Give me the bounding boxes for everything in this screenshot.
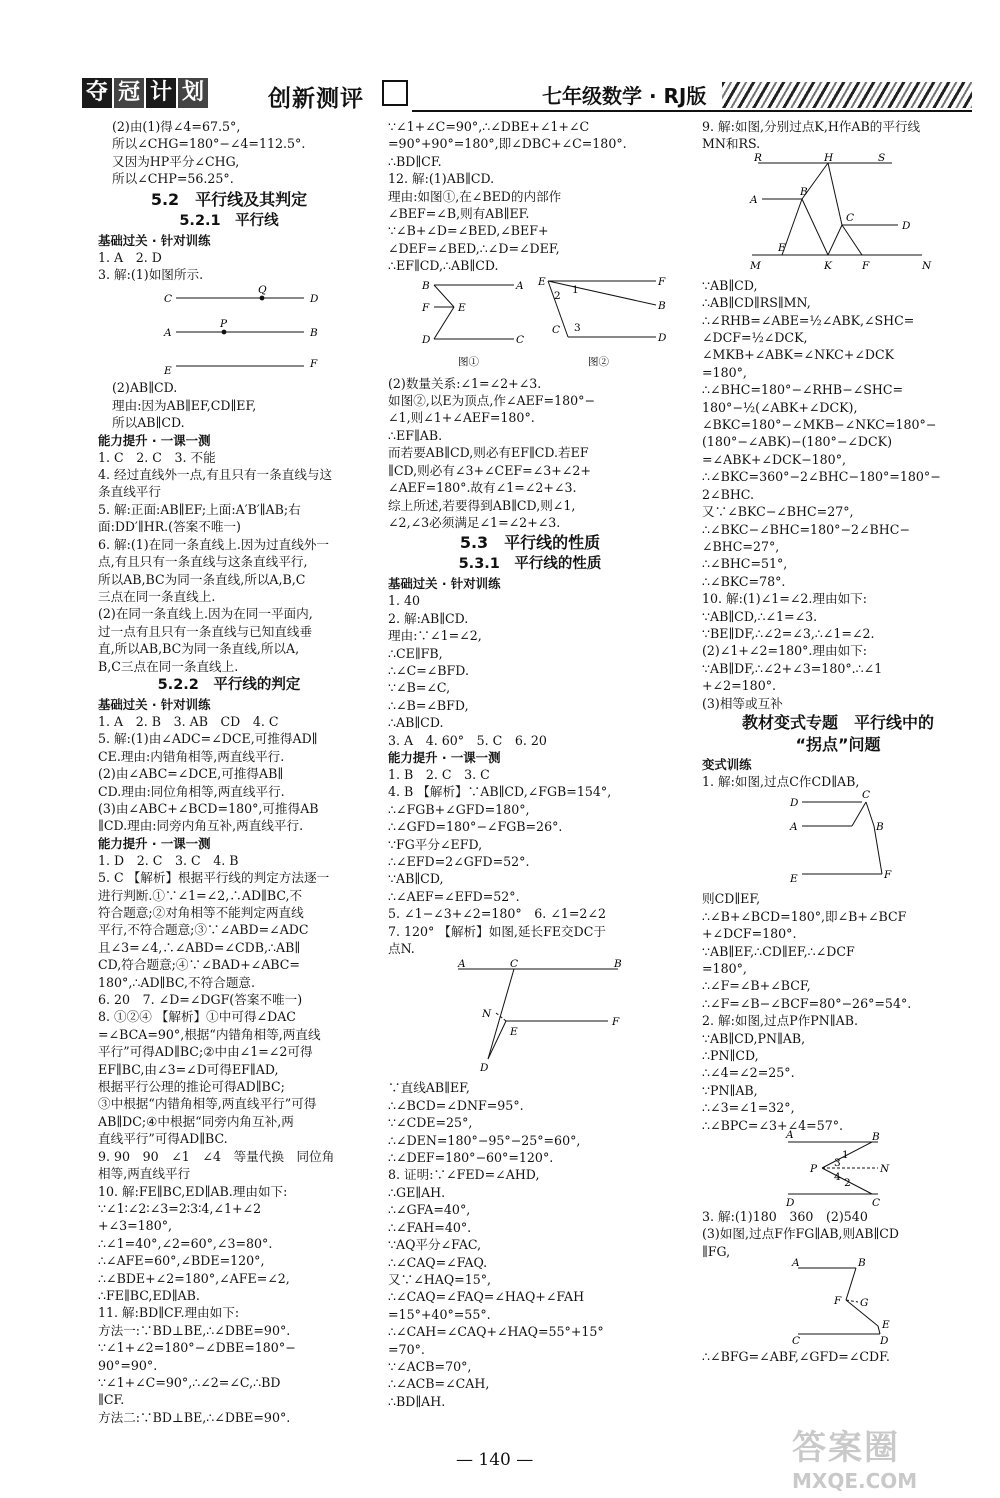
svg-text:2: 2 [844,1177,851,1190]
text-line: ∴∠FAH=40°. [388,1219,472,1235]
text-line: 1. A 2. D [98,249,162,265]
text-line: 理由:因为AB∥EF,CD∥EF, [112,397,257,413]
svg-text:E: E [510,1026,518,1039]
text-line: ∴∠C=∠BFD. [388,662,469,678]
text-block [702,890,974,1134]
text-line: ∴∠BFG=∠ABF,∠GFD=∠CDF. [702,1349,890,1365]
text-line: +∠3=180°, [98,1218,173,1234]
svg-text:B: B [658,299,666,312]
text-line: ∴∠BCD=∠DNF=95°. [388,1097,524,1113]
text-line: ∠2,∠3必须满足∠1=∠2+∠3. [388,514,561,530]
watermark [792,1420,982,1492]
text-line: 3. A 4. 60° 5. C 6. 20 [388,732,547,748]
svg-text:3: 3 [834,1157,841,1170]
text-line: ∴∠B+∠BCD=180°,即∠B+∠BCF [702,908,907,924]
text-block [388,766,672,957]
page-number: — 140 — [456,1450,534,1470]
text-line: 10. 解:FE∥BC,ED∥AB.理由如下: [98,1183,288,1199]
watermark-text: 答案圈 [792,1428,900,1468]
subsection-heading: 5.2.1 平行线 [179,212,279,229]
svg-text:B: B [614,958,622,971]
svg-text:C: C [510,958,519,971]
text-line: ∴∠GFA=40°, [388,1202,471,1218]
text-line: ∴∠DEF=180°−60°=120°. [388,1150,554,1166]
text-line: ∴FE∥BC,ED∥AB. [98,1287,200,1303]
text-line: ∴∠GFD=180°−∠FGB=26°. [388,819,563,835]
text-line: ∠DCF=½∠DCK, [702,330,808,346]
text-block [98,713,360,835]
text-block [702,277,974,712]
text-line: 3. 解:(1)如图所示. [98,267,204,283]
fig-caption: 图① [458,355,479,368]
text-line: ∠MKB+∠ABK=∠NKC+∠DCK [702,347,895,363]
text-line: +∠DCF=180°. [702,926,797,942]
text-line: 直,所以AB,BC为同一条直线,所以A, [98,641,300,657]
text-line: CE.理由:内错角相等,两直线平行. [98,748,285,764]
text-line: (2)由(1)得∠4=67.5°, [112,119,241,134]
svg-text:F: F [884,869,892,882]
svg-text:1: 1 [572,283,579,296]
text-line: ∴∠BDE+∠2=180°,∠AFE=∠2, [98,1270,290,1286]
svg-text:B: B [858,1257,866,1270]
text-line: =90°+90°=180°,即∠DBC+∠C=180°. [388,136,627,152]
text-line: ∴∠F=∠B+∠BCF, [702,978,811,994]
exercise-heading: 基础过关 · 针对训练 [388,576,501,592]
svg-text:E: E [790,873,798,886]
text-line: 12. 解:(1)AB∥CD. [388,171,495,187]
logo-char-4: 划 [178,78,208,108]
text-line: (2)由∠ABC=∠DCE,可推得AB∥ [98,766,284,782]
exercise-heading: 基础过关 · 针对训练 [98,696,211,712]
text-line: ∠1,则∠1+∠AEF=180°. [388,410,535,426]
svg-text:D: D [790,797,799,810]
section-heading: 5.3 平行线的性质 [459,533,601,553]
figure-12 [388,277,672,373]
text-line: ∵AB∥CD,PN∥AB, [702,1030,806,1046]
svg-text:E: E [778,241,786,254]
logo-char-1: 夺 [82,78,112,108]
text-line: 5. 解:正面:AB∥EF;上面:A′B′∥AB;右 [98,501,301,517]
watermark-url: MXQE.COM [792,1469,918,1493]
svg-text:D: D [902,219,911,232]
svg-text:C: C [846,211,855,224]
text-line: ∴∠B=∠BFD, [388,697,469,713]
text-line: ∥CD,则必有∠3+∠CEF=∠3+∠2+ [388,462,591,478]
fig-label: D [310,293,319,306]
svg-text:A: A [458,958,466,971]
text-line: 进行判断.①∵∠1=∠2,∴AD∥BC,不 [98,887,303,903]
text-block [98,449,360,675]
text-line: 5. ∠1−∠3+∠2=180° 6. ∠1=2∠2 [388,906,607,922]
text-line: ∥CF. [98,1392,125,1408]
text-line: 1. D 2. C 3. C 4. B [98,852,239,868]
text-line: 所以AB,BC为同一条直线,所以A,B,C [98,571,306,587]
text-line: 综上所述,若要得到AB∥CD,则∠1, [388,497,576,513]
text-line: ∴∠CAQ=∠FAQ. [388,1254,488,1270]
svg-text:P: P [810,1163,818,1176]
text-line: ∥FG, [702,1243,731,1259]
svg-text:1: 1 [842,1149,849,1162]
fig-label: C [164,293,173,306]
text-line: ③中根据“内错角相等,两直线平行”可得 [98,1096,317,1112]
text-line: ∵∠B+∠D=∠BED,∠BEF+ [388,223,549,239]
svg-text:2: 2 [554,289,561,302]
text-line: AB∥DC;④中根据“同旁内角互补,两 [98,1113,294,1129]
text-line: ∴∠BHC=180°−∠RHB−∠SHC= [702,382,904,398]
text-line: ∴∠RHB=∠ABE=½∠ABK,∠SHC= [702,312,915,328]
text-line: ∴∠DEN=180°−95°−25°=60°, [388,1132,581,1148]
text-line: 2∠BHC. [702,486,754,502]
header [82,72,972,114]
text-line: 点,有且只有一条直线与这条直线平行, [98,554,308,570]
figure-v1 [702,789,974,888]
text-line: ∵BE∥DF,∴∠2=∠3,∴∠1=∠2. [702,625,875,641]
text-block [98,379,360,431]
text-line: ∴BD∥CF. [388,153,442,169]
column-2 [388,118,672,1410]
text-line: ∵∠ACB=70°, [388,1358,472,1374]
figure-7 [388,959,672,1077]
exercise-heading: 能力提升 · 一课一测 [388,749,501,765]
svg-text:4: 4 [834,1171,841,1184]
text-line: ∵直线AB∥EF, [388,1080,470,1096]
text-line: (180°−∠ABK)−(180°−∠DCK) [702,434,892,450]
text-line: ∵AB∥EF,∴CD∥EF,∴∠DCF [702,943,855,959]
figure-parallel-lines [98,285,360,377]
text-block [388,375,672,532]
svg-text:F: F [862,259,870,272]
svg-text:D: D [480,1062,489,1075]
text-line: =∠ABK+∠DCK−180°, [702,451,846,467]
text-line: 11. 解:BD∥CF.理由如下: [98,1305,240,1321]
text-line: CD,符合题意;④∵∠BAD+∠ABC= [98,957,300,973]
header-title: 七年级数学 · RJ版 [542,84,707,108]
svg-text:C: C [792,1335,801,1348]
text-line: 5. 解:(1)由∠ADC=∠DCE,可推得AD∥ [98,731,318,747]
exercise-heading: 变式训练 [702,756,752,772]
text-line: ∴∠4=∠2=25°. [702,1065,795,1081]
svg-text:B: B [800,185,808,198]
text-line: ∴CE∥FB, [388,645,443,661]
text-line: 所以∠CHP=56.25°. [112,171,234,187]
text-line: ∠AEF=180°.故有∠1=∠2+∠3. [388,480,577,496]
text-line: (2)AB∥CD. [112,380,178,396]
svg-text:C: C [872,1197,881,1210]
svg-text:S: S [878,151,886,164]
text-line: ∴∠CAQ=∠FAQ=∠HAQ+∠FAH [388,1289,585,1305]
text-line: ∵AB∥CD, [702,277,758,293]
svg-text:D: D [422,333,431,346]
svg-text:E: E [458,301,466,314]
svg-text:B: B [876,821,884,834]
text-line: EF∥BC,由∠3=∠D可得EF∥AD, [98,1061,279,1077]
text-line: 相等,两直线平行 [98,1166,191,1182]
text-line: ∴∠AFE=60°,∠BDE=120°, [98,1253,265,1269]
logo-mark-icon [382,80,408,106]
column-3 [702,118,974,1366]
figure-9 [702,151,974,275]
text-line: 且∠3=∠4,∴∠ABD=∠CDB,∴AB∥ [98,939,301,955]
text-block [98,852,360,1426]
text-line: 4. 经过直线外一点,有且只有一条直线与这 [98,467,333,483]
text-block [702,773,974,790]
text-line: ∠DEF=∠BED,∴∠D=∠DEF, [388,240,560,256]
text-block [388,1079,672,1410]
text-line: (2)在同一条直线上.因为在同一平面内, [98,606,313,622]
logo-char-2: 冠 [114,78,144,108]
svg-text:F: F [612,1016,620,1029]
text-line: ∵AB∥CD, [388,871,444,887]
column-1 [98,118,360,1426]
text-line: ∴∠BPC=∠3+∠4=57°. [702,1117,844,1133]
text-line: ∴BD∥AH. [388,1393,446,1409]
text-line: ∴∠FGB+∠GFD=180°, [388,801,530,817]
text-line: ∵∠1+∠C=90°,∴∠DBE+∠1+∠C [388,119,590,134]
text-line: 平行”可得AD∥BC;②中由∠1=∠2可得 [98,1044,313,1060]
text-block [702,1208,974,1260]
text-line: 8. ①②④ 【解析】①中可得∠DAC [98,1009,296,1025]
text-line: ∴GE∥AH. [388,1184,446,1200]
text-line: 9. 解:如图,分别过点K,H作AB的平行线 [702,119,921,134]
text-line: ∴∠BKC=360°−2∠BHC−180°=180°− [702,469,941,485]
text-line: =∠BCA=90°,根据“内错角相等,两直线 [98,1026,321,1042]
text-block [702,118,974,153]
text-line: 5. C 【解析】根据平行线的判定方法逐一 [98,870,330,886]
svg-text:C: C [862,789,871,802]
special-topic-title-2: “拐点”问题 [795,734,881,754]
text-line: ∴EF∥CD,∴AB∥CD. [388,258,499,274]
svg-text:K: K [824,259,832,272]
svg-text:R: R [754,151,762,164]
text-line: ∵FG平分∠EFD, [388,836,483,852]
text-line: 6. 解:(1)在同一条直线上.因为过直线外一 [98,536,330,552]
text-line: 2. 解:如图,过点P作PN∥AB. [702,1013,858,1029]
text-line: CD.理由:同位角相等,两直线平行. [98,783,285,799]
text-line: MN和RS. [702,136,761,152]
svg-text:C: C [516,333,525,346]
text-line: 方法二:∵BD⊥BE,∴∠DBE=90°. [98,1409,291,1425]
text-line: =15°+40°=55°. [388,1306,491,1322]
text-line: 1. B 2. C 3. C [388,766,490,782]
text-line: 1. 40 [388,593,421,609]
text-block [98,118,360,188]
text-line: 点N. [388,941,415,957]
text-line: 所以AB∥CD. [112,415,185,431]
text-line: 如图②,以E为顶点,作∠AEF=180°− [388,393,595,409]
text-line: 符合题意;②对角相等不能判定两直线 [98,905,304,920]
svg-text:B: B [422,279,430,292]
text-line: ∴∠BKC−∠BHC=180°−2∠BHC− [702,521,910,537]
svg-text:D: D [786,1197,795,1210]
text-line: 过一点有且只有一条直线与已知直线垂 [98,623,313,639]
text-line: 又因为HP平分∠CHG, [112,153,240,169]
text-line: =180°, [702,364,747,380]
text-line: ∵PN∥AB, [702,1082,758,1098]
text-line: ∴∠EFD=2∠GFD=52°. [388,854,530,869]
text-line: 条直线平行 [98,484,161,500]
text-line: ∠BKC=180°−∠MKB−∠NKC=180°− [702,417,937,433]
text-block [388,118,672,275]
text-line: (2)数量关系:∠1=∠2+∠3. [388,375,542,391]
text-line: ∵∠1+∠C=90°,∴∠2=∠C,∴BD [98,1374,281,1390]
fig-label: E [164,365,172,378]
fig-label: P [220,318,228,331]
text-line: ∴AB∥CD∥RS∥MN, [702,295,811,311]
text-line: ∴∠CAH=∠CAQ+∠HAQ=55°+15° [388,1324,604,1340]
text-line: +∠2=180°. [702,678,777,694]
figure-v2 [702,1129,974,1210]
svg-text:E: E [882,1319,890,1332]
text-line: ∴AB∥CD. [388,715,444,731]
text-line: 180°−½(∠ABK+∠DCK), [702,399,858,415]
svg-text:D: D [658,331,667,344]
svg-text:C: C [552,323,561,336]
svg-text:F: F [658,275,666,288]
text-line: ∠BHC=27°, [702,538,780,554]
svg-text:N: N [922,259,932,272]
text-line: 1. 解:如图,过点C作CD∥AB, [702,773,860,789]
exercise-heading: 能力提升 · 一课一测 [98,432,211,448]
subsection-heading: 5.2.2 平行线的判定 [157,676,301,693]
logo-char-3: 计 [146,78,176,108]
text-line: 7. 120° 【解析】如图,延长FE交DC于 [388,923,606,939]
text-line: ∵AB∥CD,∴∠1=∠3. [702,608,818,624]
fig-label: Q [258,284,267,297]
text-line: 三点在同一条直线上. [98,588,216,604]
svg-text:E: E [538,275,546,288]
text-line: ∠BEF=∠B,则有AB∥EF. [388,206,530,222]
text-line: (2)∠1+∠2=180°.理由如下: [702,643,868,659]
svg-text:H: H [824,151,834,164]
svg-text:B: B [872,1131,880,1144]
header-rule [412,110,972,112]
text-line: 10. 解:(1)∠1=∠2.理由如下: [702,591,868,607]
text-line: =70°. [388,1341,425,1357]
text-line: ∴∠BKC=78°. [702,573,786,589]
text-line: (3)由∠ABC+∠BCD=180°,可推得AB [98,800,319,816]
text-line: =180°, [702,961,747,976]
text-line: 8. 证明:∵∠FED=∠AHD, [388,1167,540,1183]
fig-caption: 图② [588,355,609,368]
text-block [98,249,360,284]
svg-text:F: F [834,1295,842,1308]
text-line: 面:DD′∥HR.(答案不唯一) [98,519,241,535]
text-line: ∴∠BHC=51°, [702,556,788,572]
svg-text:3: 3 [574,321,581,334]
fig-label: F [310,358,318,371]
svg-text:N: N [482,1008,492,1021]
text-line: ∵∠CDE=25°, [388,1115,473,1131]
text-line: ∴EF∥AB. [388,427,443,443]
text-line: 又∵∠HAQ=15°, [388,1271,492,1287]
svg-text:F: F [422,301,430,314]
figure-v3 [702,1257,974,1348]
svg-text:A: A [792,1257,800,1270]
svg-text:A: A [516,279,524,292]
text-line: 90°=90°. [98,1357,158,1373]
text-line: (3)如图,过点F作FG∥AB,则AB∥CD [702,1226,900,1242]
text-line: ∴∠F=∠B−∠BCF=80°−26°=54°. [702,995,912,1011]
text-line: 而若要AB∥CD,则必有EF∥CD.若EF [388,445,589,461]
text-line: 理由:∵∠1=∠2, [388,628,482,644]
text-line: ∴∠ACB=∠CAH, [388,1376,490,1392]
svg-text:A: A [786,1129,794,1142]
text-line: ∴∠AEF=∠EFD=52°. [388,888,520,904]
text-line: ∴∠1=40°,∠2=60°,∠3=80°. [98,1235,273,1251]
logo [82,72,402,114]
exercise-heading: 基础过关 · 针对训练 [98,232,211,248]
exercise-heading: 能力提升 · 一课一测 [98,835,211,851]
text-line: 3. 解:(1)180 360 (2)540 [702,1209,868,1225]
svg-text:A: A [750,193,758,206]
text-line: ∵∠1∶∠2∶∠3=2∶3∶4,∠1+∠2 [98,1200,262,1216]
logo-subtitle: 创新测评 [268,86,364,112]
text-line: 根据平行公理的推论可得AD∥BC; [98,1079,285,1095]
text-line: 平行,不符合题意;③∵∠ABD=∠ADC [98,922,309,938]
header-stripe [722,82,972,108]
text-line: ∥CD.理由:同旁内角互补,两直线平行. [98,818,304,834]
text-line: 6. 20 7. ∠D=∠DGF(答案不唯一) [98,992,303,1008]
section-heading: 5.2 平行线及其判定 [150,189,308,209]
text-line: 180°,∴AD∥BC,不符合题意. [98,974,256,990]
text-line: ∴∠3=∠1=32°, [702,1100,795,1116]
text-line: (3)相等或互补 [702,695,783,711]
text-line: ∵∠B=∠C, [388,680,451,696]
text-line: ∵AB∥DF,∴∠2+∠3=180°.∴∠1 [702,660,883,676]
text-line: 4. B 【解析】∵AB∥CD,∠FGB=154°, [388,784,612,800]
fig-label: B [310,327,318,340]
text-line: 则CD∥EF, [702,891,761,907]
svg-text:N: N [880,1163,890,1176]
svg-text:D: D [880,1335,889,1348]
text-line: 9. 90 90 ∠1 ∠4 等量代换 同位角 [98,1148,335,1164]
special-topic-title: 教材变式专题 平行线中的 [741,712,934,732]
text-line: ∵AQ平分∠FAC, [388,1237,482,1253]
text-line: 所以∠CHG=180°−∠4=112.5°. [112,136,306,152]
text-line: 直线平行”可得AD∥BC. [98,1131,228,1147]
text-line: B,C三点在同一条直线上. [98,658,239,674]
text-line: 1. C 2. C 3. 不能 [98,449,216,465]
svg-text:G: G [860,1297,869,1310]
svg-text:A: A [790,821,798,834]
text-line: 方法一:∵BD⊥BE,∴∠DBE=90°. [98,1322,291,1338]
svg-text:M: M [750,259,761,272]
text-line: ∵∠1+∠2=180°−∠DBE=180°− [98,1340,296,1356]
text-block [702,1348,974,1365]
subsection-heading: 5.3.1 平行线的性质 [458,556,602,573]
text-line: 理由:如图①,在∠BED的内部作 [388,188,562,204]
text-line: 1. A 2. B 3. AB CD 4. C [98,713,279,729]
text-line: 又∵∠BKC−∠BHC=27°, [702,504,854,520]
fig-label: A [164,327,172,340]
text-line: 2. 解:AB∥CD. [388,610,469,626]
text-line: ∴PN∥CD, [702,1048,759,1064]
text-block [388,592,672,749]
